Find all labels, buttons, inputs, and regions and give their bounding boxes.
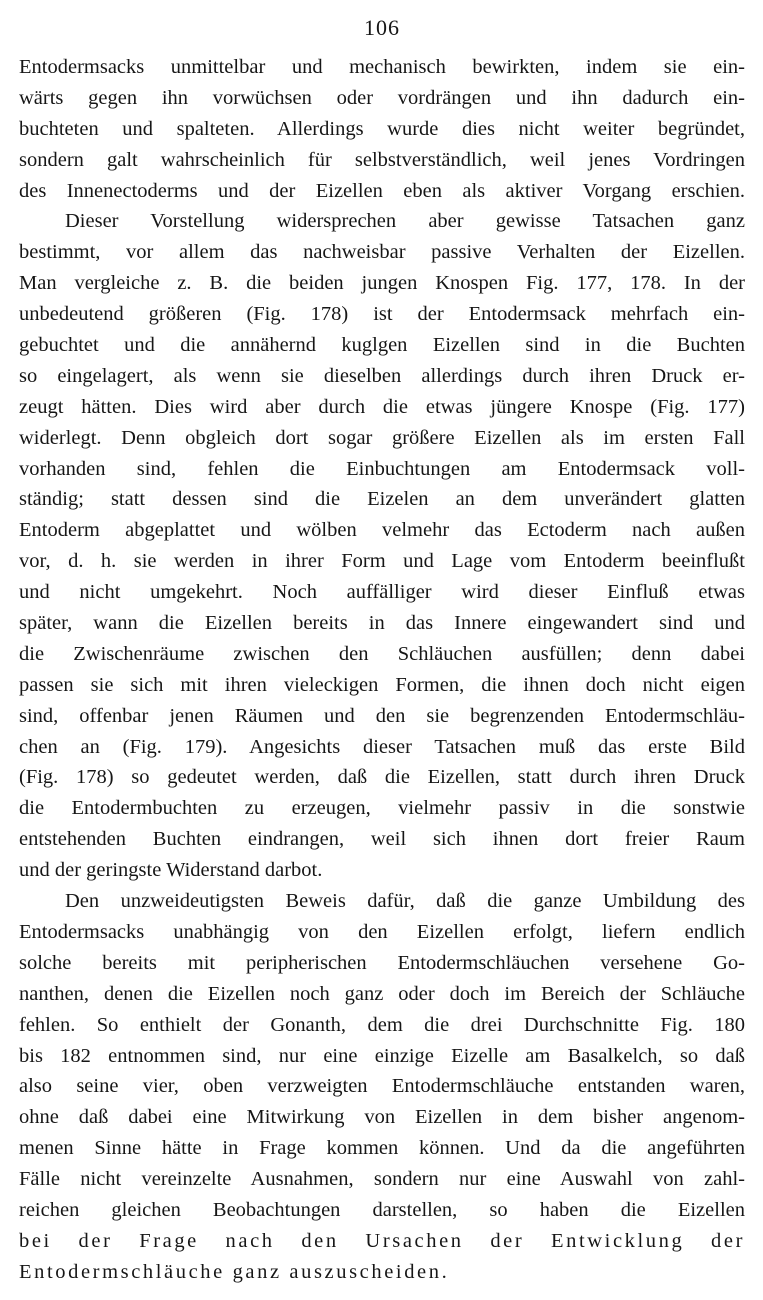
text-line: sind, offenbar jenen Räumen und den sie begrenzenden Entodermschläu- — [19, 704, 745, 727]
text-line: chen an (Fig. 179). Angesichts dieser Tatsachen muß das erste Bild — [19, 735, 745, 758]
text-line: nanthen, denen die Eizellen noch ganz oder doch im Bereich der Schläuche — [19, 982, 745, 1005]
text-line: und nicht umgekehrt. Noch auffälliger wird dieser Einfluß etwas — [19, 581, 745, 604]
text-line: also seine vier, oben verzweigten Entodermschläuche entstanden waren, — [19, 1075, 745, 1098]
text-line: zeugt hätten. Dies wird aber durch die etwas jüngere Knospe (Fig. 177) — [19, 395, 745, 418]
text-line: bestimmt, vor allem das nachweisbar passive Verhalten der Eizellen. — [19, 241, 745, 264]
text-line: ohne daß dabei eine Mitwirkung von Eizellen in dem bisher angenom- — [19, 1106, 745, 1129]
text-line: buchteten und spalteten. Allerdings wurde dies nicht weiter begründet, — [19, 117, 745, 140]
text-line: gebuchtet und die annähernd kuglgen Eizellen sind in die Buchten — [19, 334, 745, 357]
text-line: vorhanden sind, fehlen die Einbuchtungen am Entodermsack voll- — [19, 457, 745, 480]
text-line: vor, d. h. sie werden in ihrer Form und Lage vom Entoderm beeinflußt — [19, 550, 745, 573]
text-line: ständig; statt dessen sind die Eizelen an dem unverändert glatten — [19, 488, 745, 511]
paragraph-3 — [19, 886, 745, 1288]
page-number: 106 — [364, 15, 400, 40]
text-line: (Fig. 178) so gedeutet werden, daß die Eizellen, statt durch ihren Druck — [19, 766, 745, 789]
text-line: solche bereits mit peripherischen Entodermschläuchen versehene Go- — [19, 951, 745, 974]
text-line: und der geringste Widerstand darbot. — [19, 859, 323, 882]
text-line: Entodermschläuche ganz auszuscheiden. — [19, 1260, 450, 1283]
text-line: fehlen. So enthielt der Gonanth, dem die drei Durchschnitte Fig. 180 — [19, 1013, 745, 1036]
text-line: bis 182 entnommen sind, nur eine einzige Eizelle am Basalkelch, so daß — [19, 1044, 745, 1067]
text-line: reichen gleichen Beobachtungen darstellen, so haben die Eizellen — [19, 1198, 745, 1221]
text-line: entstehenden Buchten eindrangen, weil sich ihnen dort freier Raum — [19, 828, 745, 851]
text-line: Den unzweideutigsten Beweis dafür, daß die ganze Umbildung des — [65, 890, 745, 913]
text-line: unbedeutend größeren (Fig. 178) ist der Entodermsack mehrfach ein- — [19, 303, 745, 326]
text-line: des Innenectoderms und der Eizellen eben als aktiver Vorgang erschien. — [19, 179, 745, 202]
text-line: Fälle nicht vereinzelte Ausnahmen, sondern nur eine Auswahl von zahl- — [19, 1168, 745, 1191]
text-line: Man vergleiche z. B. die beiden jungen Knospen Fig. 177, 178. In der — [19, 272, 745, 295]
text-line: widerlegt. Denn obgleich dort sogar größere Eizellen als im ersten Fall — [19, 426, 745, 449]
text-line: Entodermsacks unmittelbar und mechanisch bewirkten, indem sie ein- — [19, 56, 745, 78]
text-line: die Entodermbuchten zu erzeugen, vielmehr passiv in die sonstwie — [19, 797, 745, 820]
text-line: menen Sinne hätte in Frage kommen können. Und da die angeführten — [19, 1137, 745, 1160]
text-line: später, wann die Eizellen bereits in das Innere eingewandert sind und — [19, 612, 745, 635]
paragraph-1 — [19, 52, 745, 206]
text-line: wärts gegen ihn vorwüchsen oder vordrängen und ihn dadurch ein- — [19, 86, 745, 109]
text-line: die Zwischenräume zwischen den Schläuchen ausfüllen; denn dabei — [19, 642, 745, 665]
text-line: sondern galt wahrscheinlich für selbstverständlich, weil jenes Vordringen — [19, 148, 745, 171]
text-line: Entoderm abgeplattet und wölben velmehr das Ectoderm nach außen — [19, 519, 745, 542]
text-line: Entodermsacks unabhängig von den Eizellen erfolgt, liefern endlich — [19, 920, 745, 943]
text-line: so eingelagert, als wenn sie dieselben allerdings durch ihren Druck er- — [19, 364, 745, 387]
paragraph-2 — [19, 206, 745, 886]
text-line: passen sie sich mit ihren vieleckigen Formen, die ihnen doch nicht eigen — [19, 673, 745, 696]
text-line: bei der Frage nach den Ursachen der Entwicklung der — [19, 1229, 745, 1252]
text-line: Dieser Vorstellung widersprechen aber gewisse Tatsachen ganz — [65, 210, 745, 233]
